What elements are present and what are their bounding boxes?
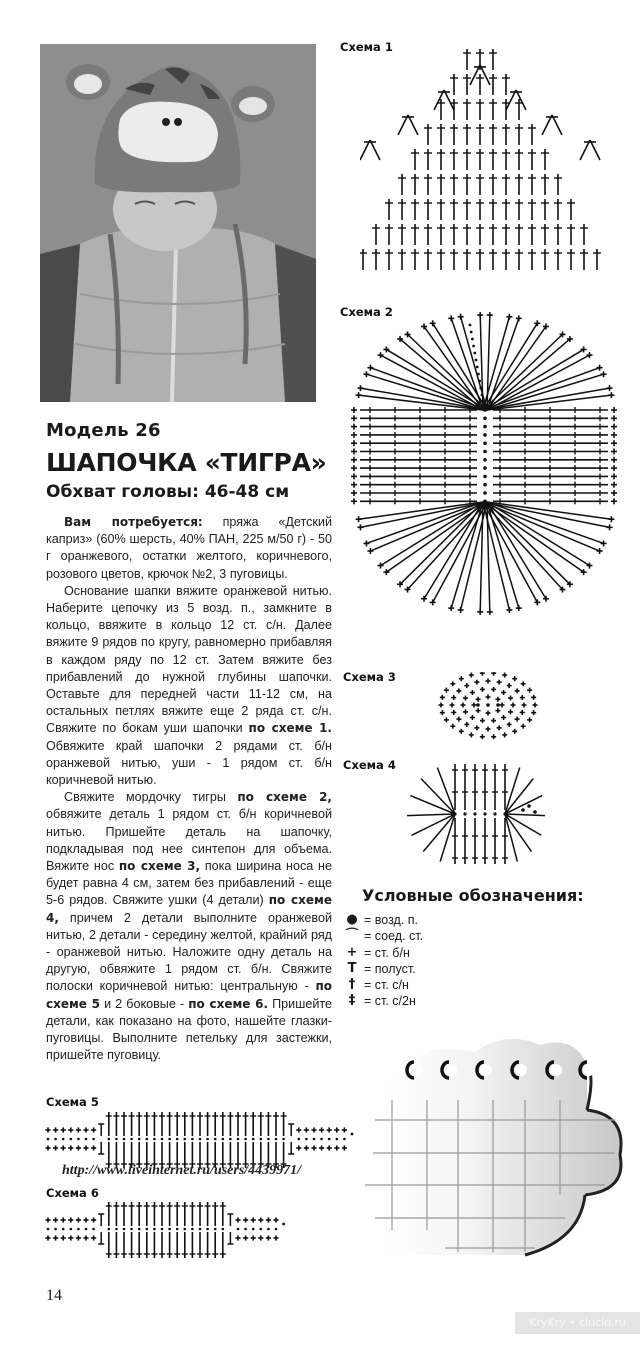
chain-stitch (161, 1228, 164, 1231)
inc-stitch (590, 140, 600, 160)
radial-stitch (407, 814, 455, 816)
base-text: Основание шапки вяжите оранжевой нитью. Наберите цепочку из 5 возд. п., замкните в кольцо, ввяжите в кольцо 12 ст. с/н. Далее вяжите 9 рядов по кругу, равномерно прибавляя в каждом ряду по 12 ст. Затем вяжите без прибавлений до нужной глубины шапочки. Оставьте для передней части 11-12 см, на остальных петлях вяжите еще 2 ряда ст. с/н. Свяжите по бокам уши шапочки (46, 583, 332, 736)
scheme-1-diagram (360, 45, 620, 275)
chain-stitch (214, 1138, 217, 1141)
chain-stitch (483, 441, 487, 445)
scheme-ref: по схеме 6. (188, 996, 269, 1011)
chain-stitch (260, 1138, 263, 1141)
base-paragraph (46, 583, 332, 789)
chain-stitch (252, 1228, 255, 1231)
chain-stitch (313, 1138, 316, 1141)
assembly-text: пока ширина носа не будет равна 4 см, затем без прибавлений - еще 5-6 рядов. Свяжите ушки (4 детали) (46, 859, 332, 908)
chain-stitch (475, 359, 478, 362)
decorative-notepad-cloud (365, 1030, 640, 1265)
chain-stitch (168, 1138, 171, 1141)
inc-stitch (398, 115, 408, 135)
chain-stitch (244, 1228, 247, 1231)
radial-stitch (505, 814, 531, 852)
chain-stitch (476, 366, 479, 369)
legend-label: = полуст. (364, 961, 416, 976)
inc-stitch (552, 115, 562, 135)
scheme-ref: по схеме 1. (248, 721, 332, 736)
chain-stitch (176, 1138, 179, 1141)
scheme-ref: по схеме 2, (237, 790, 332, 805)
chain-stitch (206, 1138, 209, 1141)
inc-stitch (434, 90, 444, 110)
chain-stitch (123, 1228, 126, 1231)
instructions (46, 514, 332, 1065)
radial-stitch (423, 814, 455, 852)
chain-stitch (483, 458, 487, 462)
ring-hole (445, 1064, 457, 1076)
scheme-1-label: Схема 1 (340, 40, 393, 54)
legend-item (344, 961, 423, 977)
radial-stitch (505, 779, 533, 814)
scheme-2-diagram (350, 310, 620, 655)
legend-title: Условные обозначения: (362, 886, 584, 905)
scheme-3-label: Схема 3 (343, 670, 396, 684)
chain-stitch (199, 1228, 202, 1231)
scheme-5-label: Схема 5 (46, 1095, 99, 1109)
legend-item (344, 945, 423, 961)
radial-stitch (487, 502, 611, 519)
source-url[interactable]: http://www.liveinternet.ru/users/4439971/ (62, 1163, 302, 1178)
scheme-6-label: Схема 6 (46, 1186, 99, 1200)
scheme-ref: по схеме 5 (46, 979, 332, 1011)
chain-stitch (483, 466, 487, 470)
chain-stitch (130, 1228, 133, 1231)
chain-stitch (85, 1138, 88, 1141)
chain-stitch (54, 1228, 57, 1231)
ring-hole (550, 1064, 562, 1076)
scheme-3-diagram (438, 672, 538, 742)
chain-stitch (483, 433, 487, 437)
chain-stitch (108, 1138, 111, 1141)
chain-stitch (260, 1228, 263, 1231)
radial-stitch (440, 814, 455, 862)
chain-stitch (493, 812, 496, 815)
chain-stitch (115, 1138, 118, 1141)
ring-hole (410, 1064, 422, 1076)
chain-stitch (473, 812, 476, 815)
chain-stitch (336, 1138, 339, 1141)
chain-stitch (298, 1138, 301, 1141)
chain-stitch (47, 1228, 50, 1231)
dagger-icon: † (348, 977, 356, 993)
chain-stitch (54, 1138, 57, 1141)
chain-stitch (199, 1138, 202, 1141)
chain-stitch (115, 1228, 118, 1231)
inc-stitch (370, 140, 380, 160)
inc-stitch (506, 90, 516, 110)
legend-item (344, 912, 423, 928)
chain-stitch (244, 1138, 247, 1141)
chain-stitch (77, 1228, 80, 1231)
chain-stitch (483, 450, 487, 454)
chain-stitch (521, 808, 525, 812)
inc-stitch (408, 115, 418, 135)
chain-stitch (70, 1228, 73, 1231)
assembly-text: Пришейте детали, как показано на фото, нашейте глазки-пуговицы. Выполните петельку для застежки, пришейте пуговицу. (46, 996, 332, 1063)
chain-stitch (214, 1228, 217, 1231)
chain-stitch (47, 1138, 50, 1141)
radial-stitch (412, 814, 455, 835)
child-in-tiger-hat-image (40, 44, 316, 402)
chain-stitch (222, 1228, 225, 1231)
chain-stitch (282, 1223, 285, 1226)
chain-stitch (478, 380, 481, 383)
chain-stitch (108, 1228, 111, 1231)
chain-stitch (471, 338, 474, 341)
radial-stitch (505, 814, 545, 816)
chain-stitch (476, 703, 480, 707)
assembly-text: и 2 боковые - (100, 996, 189, 1011)
legend-label: = возд. п. (364, 913, 419, 927)
chain-stitch (305, 1138, 308, 1141)
chain-stitch (463, 812, 466, 815)
watermark: KryKry • cluclo.ru (515, 1312, 640, 1334)
materials-paragraph (46, 514, 332, 583)
ring-hole (583, 1064, 595, 1076)
chain-stitch (222, 1138, 225, 1141)
legend-label: = ст. с/н (364, 978, 409, 993)
materials-text: пряжа «Детский каприз» (60% шерсть, 40% ПАН, 225 м/50 г) - 50 г оранжевого, остатки желтого, коричневого, розового цветов, крючок №2, 3 пуговицы. (46, 515, 332, 581)
arc-icon: ⌒ (345, 928, 359, 944)
base-text-2: Обвяжите край шапочки 2 рядами ст. б/н оранжевой нитью, уши - 1 рядом ст. б/н коричневой нитью. (46, 738, 332, 788)
radial-stitch (359, 502, 483, 519)
chain-stitch (229, 1138, 232, 1141)
materials-label: Вам потребуется: (64, 515, 203, 529)
double-dagger-icon: ‡ (348, 993, 356, 1009)
scheme-2-label: Схема 2 (340, 305, 393, 319)
radial-stitch (421, 779, 455, 814)
chain-stitch (267, 1138, 270, 1141)
legend-item (344, 928, 423, 944)
product-photo (40, 44, 316, 402)
chain-stitch (92, 1228, 95, 1231)
chain-stitch (62, 1138, 65, 1141)
scheme-4-diagram (405, 762, 545, 867)
chain-stitch (496, 703, 500, 707)
legend-label: = ст. б/н (364, 945, 410, 960)
chain-stitch (184, 1138, 187, 1141)
inc-stitch (470, 65, 480, 85)
t-bar-icon: T (347, 960, 357, 976)
page-title: ШАПОЧКА «ТИГРА» (46, 448, 327, 477)
chain-stitch (153, 1228, 156, 1231)
chain-stitch (237, 1228, 240, 1231)
assembly-text: причем 2 детали выполните оранжевой нитью, 2 детали - середину желтой, крайний ряд - оранжевой нитью. Наложите одну деталь на другую, обвяжите 1 рядом ст. б/н. Свяжите полоски коричневой нитью: центральную - (46, 910, 332, 994)
radial-stitch (505, 814, 517, 862)
inc-stitch (516, 90, 526, 110)
inc-stitch (444, 90, 454, 110)
chain-stitch (184, 1228, 187, 1231)
model-number: Модель 26 (46, 420, 161, 441)
legend-label: = ст. с/2н (364, 994, 416, 1009)
dot-icon: ● (346, 912, 358, 927)
scheme-ref: по схеме 4, (46, 893, 333, 925)
assembly-paragraph (46, 789, 332, 1064)
chain-stitch (533, 810, 537, 814)
ring-hole (480, 1064, 492, 1076)
legend-item (344, 993, 423, 1009)
chain-stitch (267, 1228, 270, 1231)
chain-stitch (469, 324, 472, 327)
chain-stitch (483, 425, 487, 429)
chain-stitch (328, 1138, 331, 1141)
legend (344, 912, 423, 1010)
chain-stitch (237, 1138, 240, 1141)
chain-stitch (123, 1138, 126, 1141)
chain-stitch (146, 1228, 149, 1231)
inc-stitch (580, 140, 590, 160)
chain-stitch (343, 1138, 346, 1141)
chain-stitch (320, 1138, 323, 1141)
chain-stitch (483, 491, 487, 495)
chain-stitch (62, 1228, 65, 1231)
inc-stitch (542, 115, 552, 135)
chain-stitch (483, 475, 487, 479)
chain-stitch (252, 1138, 255, 1141)
legend-item (344, 977, 423, 993)
chain-stitch (191, 1228, 194, 1231)
chain-stitch (486, 703, 490, 707)
scheme-ref: по схеме 3, (118, 859, 201, 874)
chain-stitch (161, 1138, 164, 1141)
chain-stitch (168, 1228, 171, 1231)
chain-stitch (77, 1138, 80, 1141)
legend-label: = соед. ст. (364, 929, 424, 944)
ring-hole (515, 1064, 527, 1076)
scheme-4-label: Схема 4 (343, 758, 396, 772)
chain-stitch (275, 1138, 278, 1141)
chain-stitch (483, 483, 487, 487)
chain-stitch (483, 417, 487, 421)
plus-icon: + (346, 944, 358, 960)
chain-stitch (477, 373, 480, 376)
chain-stitch (85, 1228, 88, 1231)
chain-stitch (473, 352, 476, 355)
chain-stitch (92, 1138, 95, 1141)
chain-stitch (472, 345, 475, 348)
inc-stitch (480, 65, 490, 85)
chain-stitch (527, 804, 531, 808)
head-size: Обхват головы: 46-48 см (46, 482, 290, 502)
chain-stitch (275, 1228, 278, 1231)
chain-stitch (282, 1138, 285, 1141)
chain-stitch (483, 812, 486, 815)
chain-stitch (176, 1228, 179, 1231)
chain-stitch (206, 1228, 209, 1231)
chain-stitch (130, 1138, 133, 1141)
page-number: 14 (46, 1287, 62, 1304)
chain-stitch (153, 1138, 156, 1141)
chain-stitch (470, 331, 473, 334)
chain-stitch (482, 401, 485, 404)
scheme-6-diagram (44, 1200, 304, 1262)
inc-stitch (360, 140, 370, 160)
assembly-text: Свяжите мордочку тигры (64, 790, 238, 805)
chain-stitch (138, 1228, 141, 1231)
chain-stitch (351, 1133, 354, 1136)
chain-stitch (191, 1138, 194, 1141)
chain-stitch (146, 1138, 149, 1141)
chain-stitch (138, 1138, 141, 1141)
chain-stitch (481, 394, 484, 397)
chain-stitch (479, 387, 482, 390)
chain-stitch (70, 1138, 73, 1141)
assembly-text: обвяжите деталь 1 рядом ст. б/н коричневой нитью. Пришейте деталь на шапочку, подкладывая под нее синтепон для объема. Вяжите нос (46, 807, 332, 874)
